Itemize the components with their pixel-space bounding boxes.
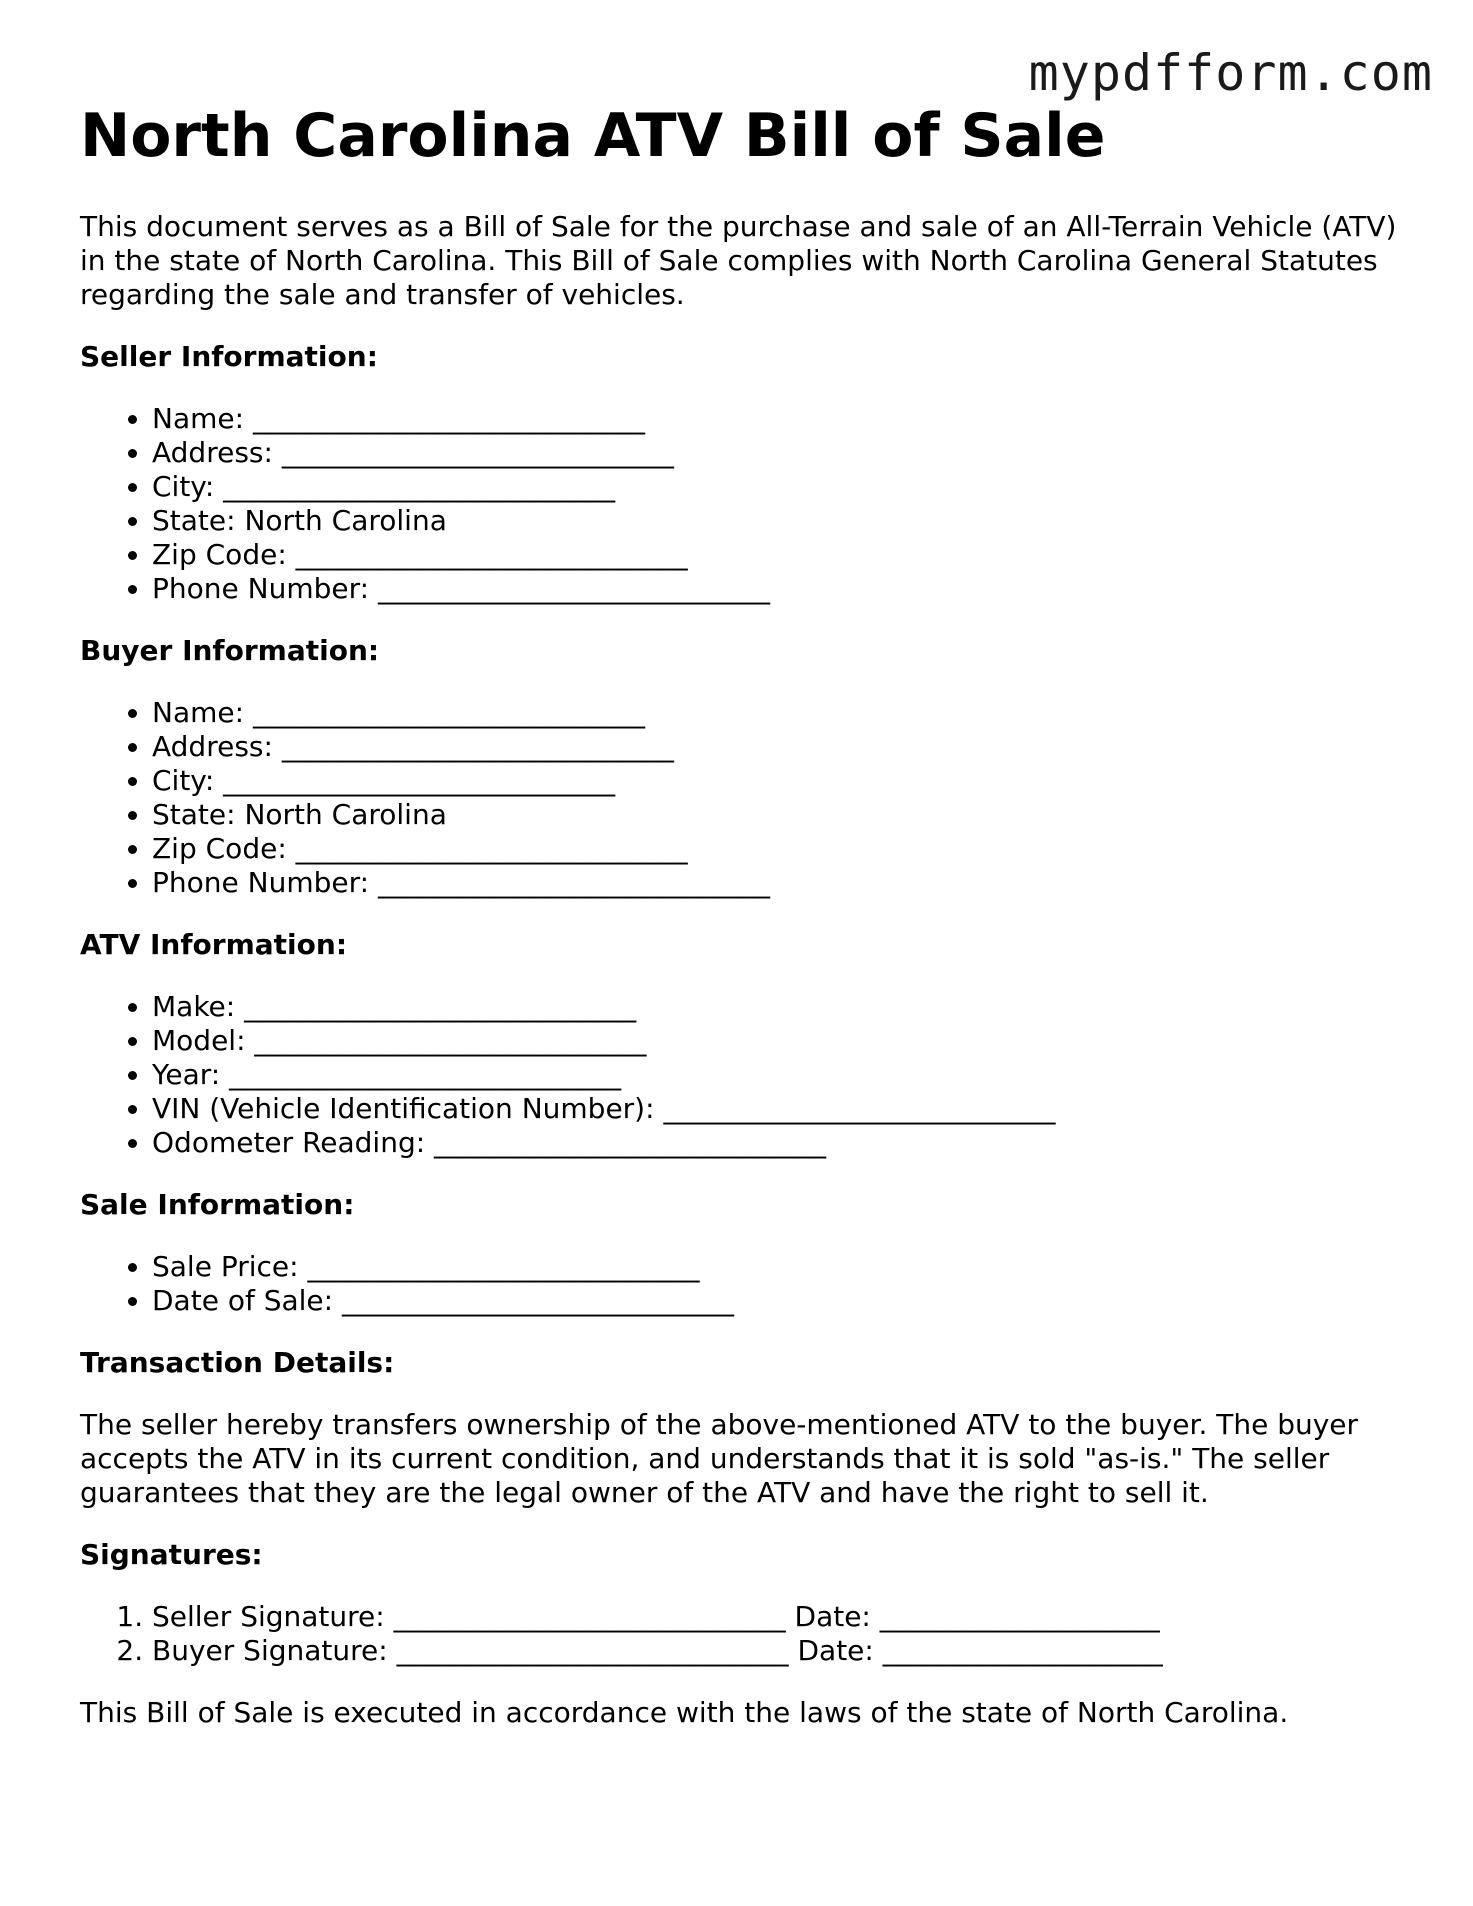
seller-phone-field: • Phone Number: ____________________________: [152, 572, 1400, 606]
buyer-name-field: • Name: ____________________________: [152, 696, 1400, 730]
intro-paragraph: This document serves as a Bill of Sale for the purchase and sale of an All-Terrain Vehicle (ATV) in the state of North Carolina. This Bill of Sale complies with North Carolina General Statutes regarding the sale and transfer of vehicles.: [80, 210, 1397, 311]
buyer-list: [80, 696, 1400, 900]
buyer-zip-field: • Zip Code: ____________________________: [152, 832, 1400, 866]
seller-heading: Seller Information:: [80, 340, 378, 373]
transaction-paragraph: The seller hereby transfers ownership of the above-mentioned ATV to the buyer. The buyer accepts the ATV in its current condition, and understands that it is sold "as-is." The seller guarantees that they are the legal owner of the ATV and have the right to sell it.: [80, 1408, 1359, 1509]
watermark: mypdfform.com: [1028, 44, 1433, 102]
atv-odometer-field: • Odometer Reading: ____________________________: [152, 1126, 1400, 1160]
seller-state-field: • State: North Carolina: [152, 504, 1400, 538]
atv-make-field: • Make: ____________________________: [152, 990, 1400, 1024]
buyer-state-field: • State: North Carolina: [152, 798, 1400, 832]
seller-name-field: • Name: ____________________________: [152, 402, 1400, 436]
seller-list: [80, 402, 1400, 606]
page-title: North Carolina ATV Bill of Sale: [80, 101, 1106, 171]
sale-price-field: • Sale Price: ____________________________: [152, 1250, 1400, 1284]
buyer-signature-line: 2. Buyer Signature: ____________________________ Date: ____________________: [152, 1634, 1400, 1668]
sale-list: [80, 1250, 1400, 1318]
seller-signature-line: 1. Seller Signature: ____________________________ Date: ____________________: [152, 1600, 1400, 1634]
seller-city-field: • City: ____________________________: [152, 470, 1400, 504]
atv-year-field: • Year: ____________________________: [152, 1058, 1400, 1092]
seller-address-field: • Address: ____________________________: [152, 436, 1400, 470]
atv-vin-field: • VIN (Vehicle Identification Number): ____________________________: [152, 1092, 1400, 1126]
seller-zip-field: • Zip Code: ____________________________: [152, 538, 1400, 572]
signatures-list: [80, 1600, 1400, 1668]
sale-heading: Sale Information:: [80, 1188, 355, 1221]
sale-date-field: • Date of Sale: ____________________________: [152, 1284, 1400, 1318]
atv-heading: ATV Information:: [80, 928, 348, 961]
transaction-heading: Transaction Details:: [80, 1346, 395, 1379]
atv-list: [80, 990, 1400, 1160]
atv-model-field: • Model: ____________________________: [152, 1024, 1400, 1058]
document-page: [80, 100, 1400, 1730]
closing-paragraph: This Bill of Sale is executed in accordance with the laws of the state of North Carolina.: [80, 1696, 1289, 1729]
buyer-phone-field: • Phone Number: ____________________________: [152, 866, 1400, 900]
signatures-heading: Signatures:: [80, 1538, 263, 1571]
buyer-address-field: • Address: ____________________________: [152, 730, 1400, 764]
buyer-city-field: • City: ____________________________: [152, 764, 1400, 798]
buyer-heading: Buyer Information:: [80, 634, 380, 667]
